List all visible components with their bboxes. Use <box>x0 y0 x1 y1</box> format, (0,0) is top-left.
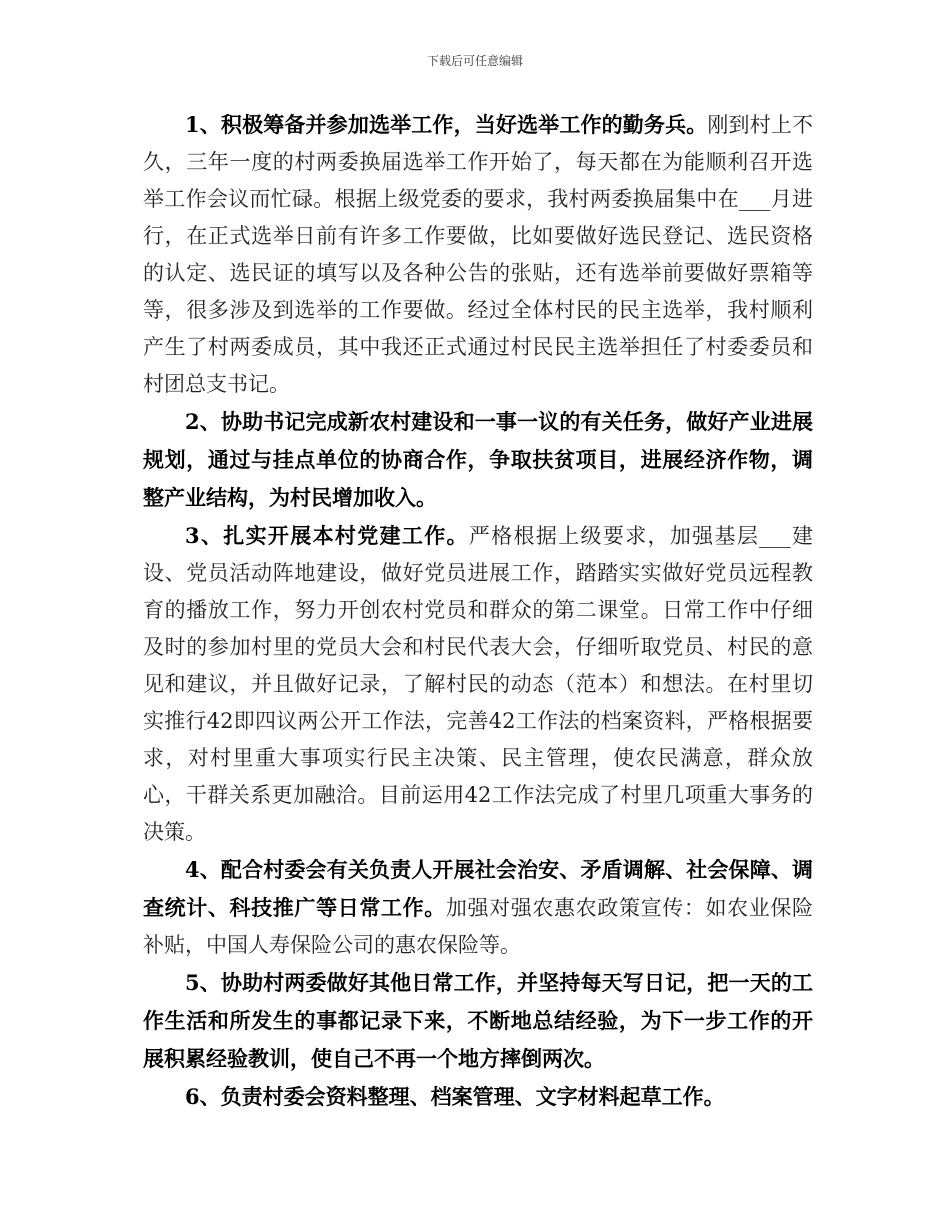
paragraph-1-text: 刚到村上不久，三年一度的村两委换届选举工作开始了，每天都在为能顺利召开选举工作会议而忙碌。根据上级党委的要求，我村两委换届集中在___月进行，在正式选举日前有许多工作要做，比如要做好选民登记、选民资格的认定、选民证的填写以及各种公告的张贴，还有选举前要做好票箱等等，很多涉及到选举的工作要做。经过全体村民的民主选举，我村顺利产生了村两委成员，其中我还正式通过村民民主选举担任了村委委员和村团总支书记。 <box>143 113 813 396</box>
paragraph-6-heading: 6、负责村委会资料整理、档案管理、文字材料起草工作。 <box>185 1084 725 1109</box>
paragraph-5-heading: 5、协助村两委做好其他日常工作，并坚持每天写日记，把一天的工作生活和所发生的事都记录下来，不断地总结经验，为下一步工作的开展积累经验教训，使自己不再一个地方摔倒两次。 <box>143 970 813 1071</box>
paragraph-4-heading: 4、配合村委会有关负责人开展社会治安、矛盾调解、社会保障、调查统计、科技推广等日常工作。 <box>143 857 813 920</box>
paragraph-1 <box>143 106 813 403</box>
paragraph-3 <box>143 517 813 851</box>
paragraph-4 <box>143 851 813 964</box>
paragraph-3-heading: 3、扎实开展本村党建工作。 <box>185 523 469 548</box>
document-body <box>143 106 813 1116</box>
paragraph-2 <box>143 403 813 517</box>
paragraph-5 <box>143 964 813 1078</box>
paragraph-4-text: 加强对强农惠农政策宣传：如农业保险补贴，中国人寿保险公司的惠农保险等。 <box>143 896 814 957</box>
page-header: 下载后可任意编辑 <box>426 54 523 68</box>
paragraph-1-heading: 1、积极筹备并参加选举工作，当好选举工作的勤务兵。 <box>185 112 708 137</box>
paragraph-3-text: 严格根据上级要求，加强基层___建设、党员活动阵地建设，做好党员进展工作，踏踏实实做好党员远程教育的播放工作，努力开创农村党员和群众的第二课堂。日常工作中仔细及时的参加村里的党员大会和村民代表大会，仔细听取党员、村民的意见和建议，并且做好记录，了解村民的动态（范本）和想法。在村里切实推行42即四议两公开工作法，完善42工作法的档案资料，严格根据要求，对村里重大事项实行民主决策、民主管理，使农民满意，群众放心，干群关系更加融洽。目前运用42工作法完成了村里几项重大事务的决策。 <box>143 524 813 844</box>
paragraph-6 <box>143 1078 813 1116</box>
paragraph-2-heading: 2、协助书记完成新农村建设和一事一议的有关任务，做好产业进展规划，通过与挂点单位的协商合作，争取扶贫项目，进展经济作物，调整产业结构，为村民增加收入。 <box>143 409 813 510</box>
